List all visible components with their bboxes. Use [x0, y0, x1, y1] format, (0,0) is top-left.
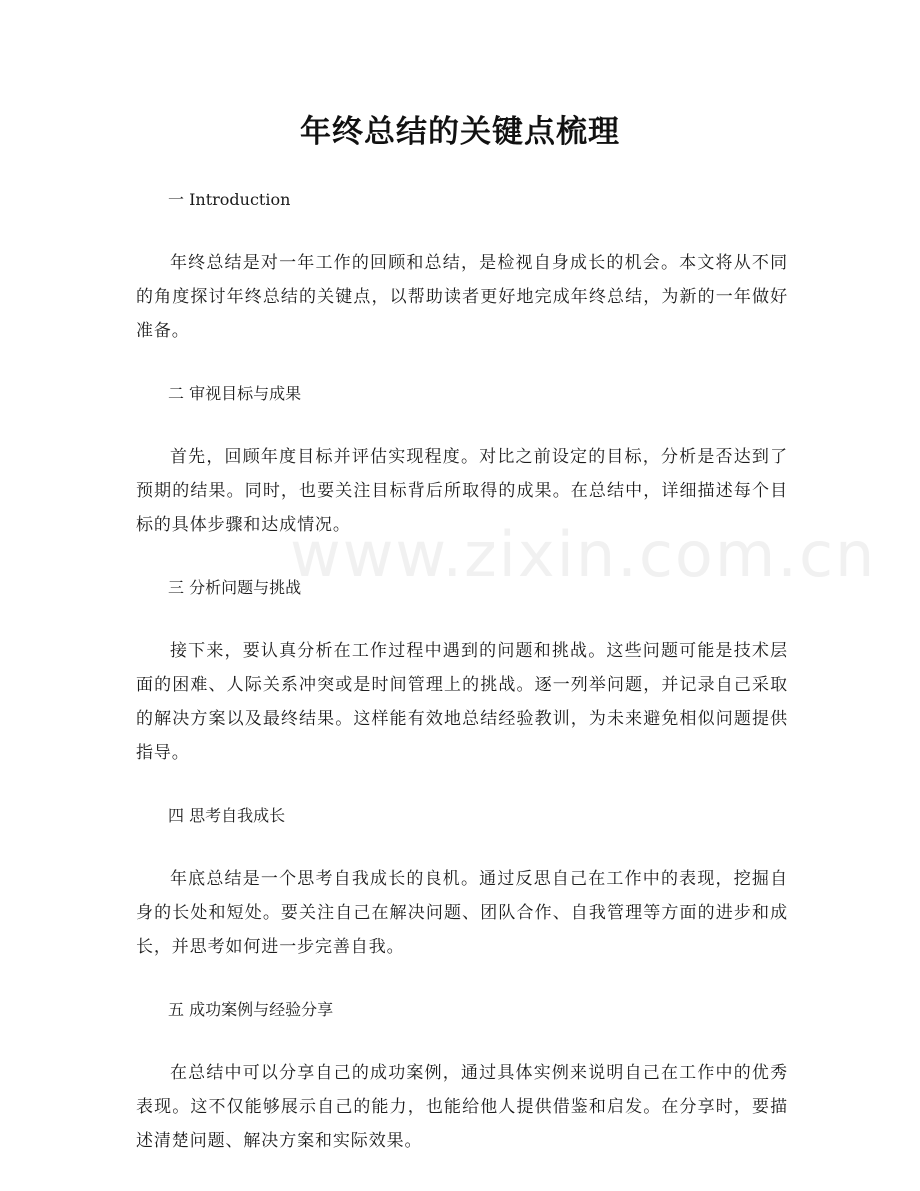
section-heading: 一 Introduction [168, 190, 291, 209]
page-title: 年终总结的关键点梳理 [300, 114, 620, 150]
section-goals [136, 378, 788, 542]
section-heading: 五 成功案例与经验分享 [168, 1000, 334, 1019]
section-cases [136, 994, 788, 1158]
document-body [136, 184, 877, 1188]
section-paragraph: 年底总结是一个思考自我成长的良机。通过反思自己在工作中的表现，挖掘自身的长处和短处。要关注自己在解决问题、团队合作、自我管理等方面的进步和成长，并思考如何进一步完善自我。 [136, 869, 788, 957]
watermark: www.zixin.com.cn [290, 518, 877, 591]
section-problems [136, 572, 788, 770]
section-heading: 四 思考自我成长 [168, 806, 286, 825]
section-introduction [136, 184, 788, 348]
section-heading: 二 审视目标与成果 [168, 384, 302, 403]
section-paragraph: 首先，回顾年度目标并评估实现程度。对比之前设定的目标，分析是否达到了预期的结果。同时，也要关注目标背后所取得的成果。在总结中，详细描述每个目标的具体步骤和达成情况。 [136, 447, 788, 535]
section-paragraph: 年终总结是对一年工作的回顾和总结，是检视自身成长的机会。本文将从不同的角度探讨年终总结的关键点，以帮助读者更好地完成年终总结，为新的一年做好准备。 [136, 253, 788, 341]
section-heading: 三 分析问题与挑战 [168, 578, 302, 597]
section-growth [136, 800, 788, 964]
section-paragraph: 在总结中可以分享自己的成功案例，通过具体实例来说明自己在工作中的优秀表现。这不仅能够展示自己的能力，也能给他人提供借鉴和启发。在分享时，要描述清楚问题、解决方案和实际效果。 [136, 1063, 788, 1151]
section-paragraph: 接下来，要认真分析在工作过程中遇到的问题和挑战。这些问题可能是技术层面的困难、人际关系冲突或是时间管理上的挑战。逐一列举问题，并记录自己采取的解决方案以及最终结果。这样能有效地总结经验教训，为未来避免相似问题提供指导。 [136, 641, 788, 763]
